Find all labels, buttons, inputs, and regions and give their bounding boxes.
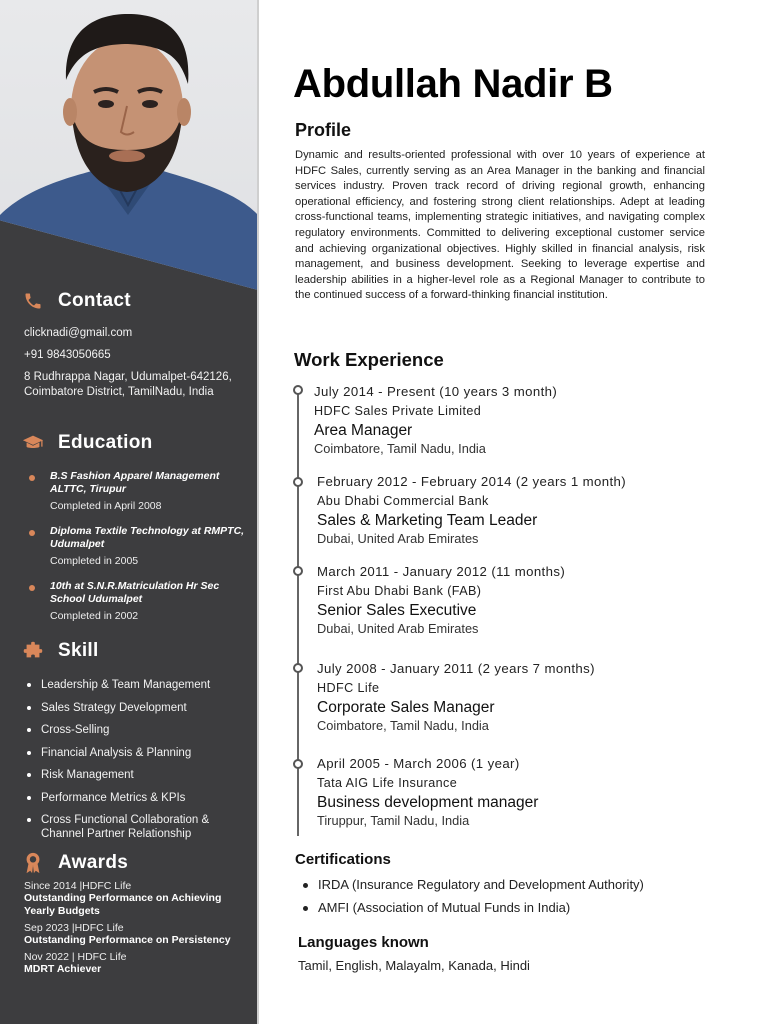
job-location: Coimbatore, Tamil Nadu, India [317,718,489,733]
award-item [24,951,249,976]
job-entry [317,563,707,637]
award-date: Since 2014 |HDFC Life [24,880,132,892]
timeline-node [293,566,303,576]
skill-item: Cross-Selling [24,723,252,737]
education-title: Education [58,432,153,453]
award-date: Nov 2022 | HDFC Life [24,951,127,963]
profile-heading: Profile [295,120,352,140]
graduation-cap-icon [22,432,44,454]
email-text[interactable]: clicknadi@gmail.com [24,327,133,339]
education-item [28,470,248,513]
awards-list [24,880,249,980]
certification-item: AMFI (Association of Mutual Funds in India) [303,900,723,916]
education-item [28,525,248,568]
sidebar [0,0,258,1024]
award-item [24,922,249,947]
job-period: March 2011 - January 2012 (11 months) [317,564,566,579]
job-period: February 2012 - February 2014 (2 years 1 month) [317,474,627,489]
job-company: Abu Dhabi Commercial Bank [317,494,489,508]
awards-title: Awards [58,852,129,873]
job-period: July 2008 - January 2011 (2 years 7 months) [317,661,595,676]
award-date: Sep 2023 |HDFC Life [24,922,124,934]
job-entry [317,660,707,734]
bullet-dot [29,585,35,591]
job-entry [317,473,707,547]
languages-text: Tamil, English, Malayalm, Kanada, Hindi [298,958,530,973]
certifications-list [303,877,723,923]
education-heading [22,432,153,454]
job-entry [314,383,704,457]
education-completed: Completed in 2005 [50,555,139,567]
award-title: MDRT Achiever [24,963,102,975]
job-role: Business development manager [317,794,539,811]
skill-item: Sales Strategy Development [24,701,252,715]
skill-item: Performance Metrics & KPIs [24,791,252,805]
education-completed: Completed in 2002 [50,610,139,622]
job-company: HDFC Sales Private Limited [314,404,482,418]
job-role: Senior Sales Executive [317,602,477,619]
languages-heading: Languages known [298,934,429,951]
bullet-dot [29,475,35,481]
job-location: Tiruppur, Tamil Nadu, India [317,813,470,828]
awards-heading [22,852,128,874]
award-title: Outstanding Performance on Achieving Yearly Budgets [24,892,222,917]
puzzle-icon [22,640,44,662]
address-text: 8 Rudhrappa Nagar, Udumalpet-642126, Coimbatore District, TamilNadu, India [24,371,232,398]
award-medal-icon [22,852,44,874]
skill-item: Leadership & Team Management [24,678,252,692]
bullet-dot [29,530,35,536]
timeline-node [293,663,303,673]
education-item [28,580,248,623]
job-role: Area Manager [314,422,413,439]
timeline-node [293,759,303,769]
education-name: B.S Fashion Apparel Management ALTTC, Tirupur [50,470,220,495]
certifications-heading: Certifications [295,851,391,868]
phone-icon [22,290,44,312]
award-item [24,880,249,918]
award-title: Outstanding Performance on Persistency [24,934,231,946]
skill-heading [22,640,99,662]
certification-item: IRDA (Insurance Regulatory and Development Authority) [303,877,723,893]
work-experience-heading: Work Experience [294,349,444,370]
job-role: Corporate Sales Manager [317,699,495,716]
job-period: July 2014 - Present (10 years 3 month) [314,384,558,399]
job-company: Tata AIG Life Insurance [317,776,458,790]
education-name: 10th at S.N.R.Matriculation Hr Sec School Udumalpet [50,580,220,605]
skill-item: Risk Management [24,768,252,782]
education-completed: Completed in April 2008 [50,500,162,512]
profile-photo-illustration [0,0,258,290]
education-name: Diploma Textile Technology at RMPTC, Udumalpet [50,525,245,550]
profile-summary: Dynamic and results-oriented professional with over 10 years of experience at HDFC Sales, currently serving as an Area Manager in the banking and financial services industry. Proven track record of driving regional growth, enhancing operational efficiency, and fostering strong client relationships. Adept at leading cross-functional teams, implementing strategic initiatives, and navigating complex regulatory environments. Committed to delivering exceptional customer service and achieving organizational objectives. Highly skilled in financial analysis, risk management, and business development. Seeking to leverage expertise and leadership abilities in a higher-level role as a Regional Manager to contribute to the continued success of a forward-thinking financial institution. [295,149,705,302]
job-company: First Abu Dhabi Bank (FAB) [317,584,482,598]
job-period: April 2005 - March 2006 (1 year) [317,756,520,771]
job-location: Dubai, United Arab Emirates [317,621,479,636]
person-name: Abdullah Nadir B [293,62,613,106]
contact-heading [22,290,131,312]
job-entry [317,755,707,829]
phone-text[interactable]: +91 9843050665 [24,349,111,361]
skill-list [24,678,252,850]
job-location: Dubai, United Arab Emirates [317,531,479,546]
job-location: Coimbatore, Tamil Nadu, India [314,441,486,456]
contact-details [24,326,249,407]
skill-title: Skill [58,640,99,661]
profile-photo [0,0,258,290]
skill-item: Financial Analysis & Planning [24,746,252,760]
timeline-node [293,477,303,487]
sidebar-divider [257,0,259,1024]
contact-title: Contact [58,290,131,311]
job-company: HDFC Life [317,681,380,695]
skill-item: Cross Functional Collaboration & Channel Partner Relationship [24,813,252,841]
timeline-node [293,385,303,395]
education-list [28,470,248,635]
job-role: Sales & Marketing Team Leader [317,512,538,529]
